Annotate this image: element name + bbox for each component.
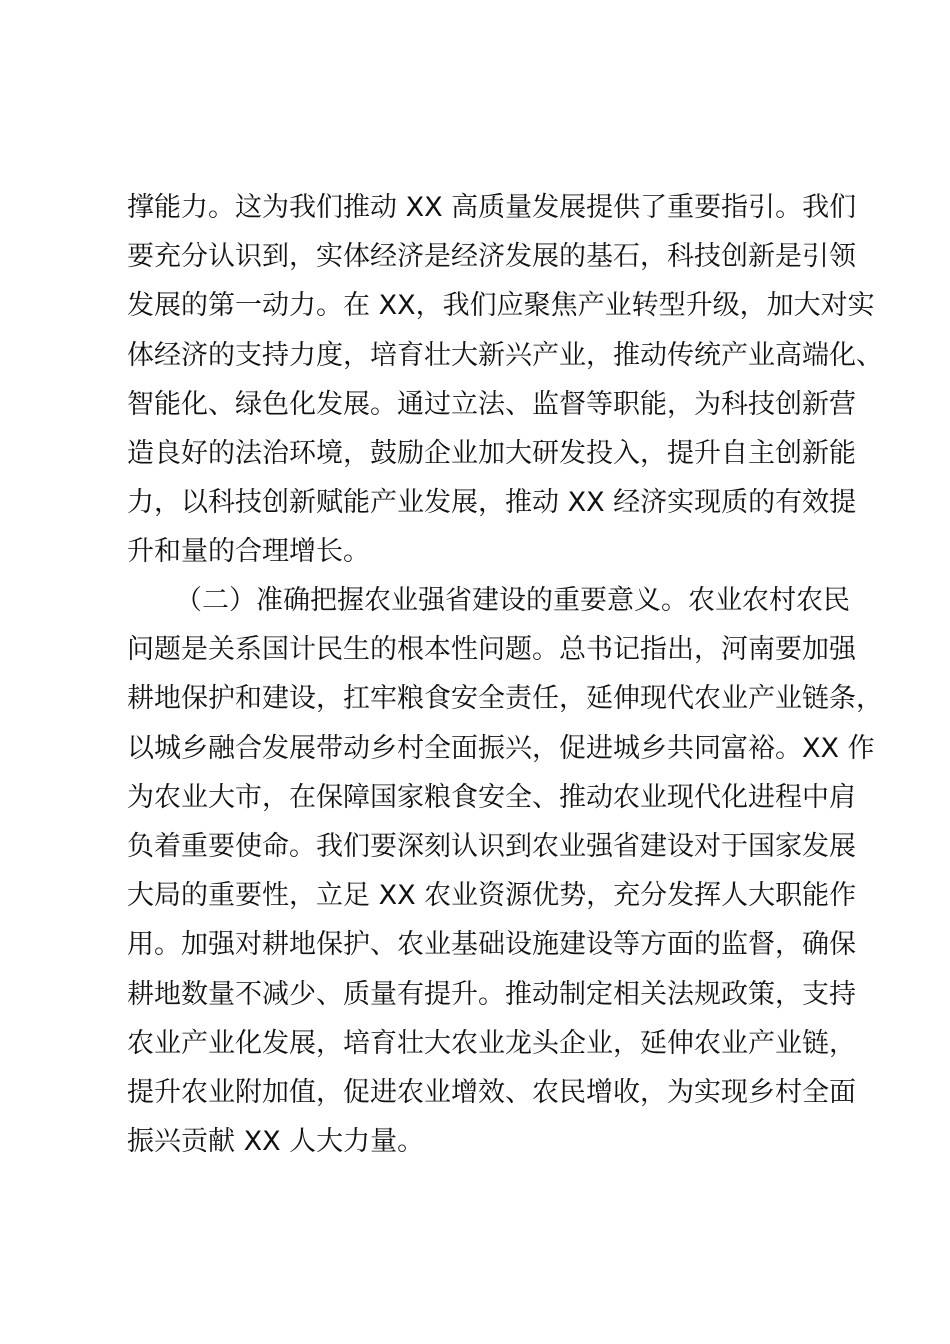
paragraph-line: 大局的重要性，立足 XX 农业资源优势，充分发挥人大职能作 <box>127 880 857 912</box>
paragraph-line: 力，以科技创新赋能产业发展，推动 XX 经济实现质的有效提 <box>127 487 857 519</box>
section-heading-line: （二）准确把握农业强省建设的重要意义。农业农村农民 <box>175 585 850 616</box>
paragraph-agriculture-province <box>127 576 883 1166</box>
paragraph-line: 升和量的合理增长。 <box>127 536 370 568</box>
paragraph-line: 为农业大市，在保障国家粮食安全、推动农业现代化进程中肩 <box>127 781 856 813</box>
paragraph-line: 智能化、绿色化发展。通过立法、监督等职能，为科技创新营 <box>127 388 856 420</box>
paragraph-line: 振兴贡献 XX 人大力量。 <box>127 1126 425 1158</box>
paragraph-line: 发展的第一动力。在 XX，我们应聚焦产业转型升级，加大对实 <box>127 290 875 322</box>
paragraph-line: 体经济的支持力度，培育壮大新兴产业，推动传统产业高端化、 <box>127 339 883 371</box>
paragraph-line: 问题是关系国计民生的根本性问题。总书记指出，河南要加强 <box>127 634 856 666</box>
paragraph-line: 用。加强对耕地保护、农业基础设施建设等方面的监督，确保 <box>127 929 856 961</box>
paragraph-industry-innovation <box>127 183 883 577</box>
paragraph-line: 造良好的法治环境，鼓励企业加大研发投入，提升自主创新能 <box>127 437 856 469</box>
paragraph-line: 农业产业化发展，培育壮大农业龙头企业，延伸农业产业链， <box>127 1027 856 1059</box>
paragraph-line: 要充分认识到，实体经济是经济发展的基石，科技创新是引领 <box>127 241 856 273</box>
paragraph-line: 耕地保护和建设，扛牢粮食安全责任，延伸现代农业产业链条， <box>127 683 883 715</box>
paragraph-line: 提升农业附加值，促进农业增效、农民增收，为实现乡村全面 <box>127 1076 856 1108</box>
paragraph-line: 以城乡融合发展带动乡村全面振兴，促进城乡共同富裕。XX 作 <box>127 732 875 764</box>
paragraph-line: 撑能力。这为我们推动 XX 高质量发展提供了重要指引。我们 <box>127 192 857 223</box>
paragraph-line: 负着重要使命。我们要深刻认识到农业强省建设对于国家发展 <box>127 830 856 862</box>
paragraph-line: 耕地数量不减少、质量有提升。推动制定相关法规政策，支持 <box>127 978 856 1010</box>
